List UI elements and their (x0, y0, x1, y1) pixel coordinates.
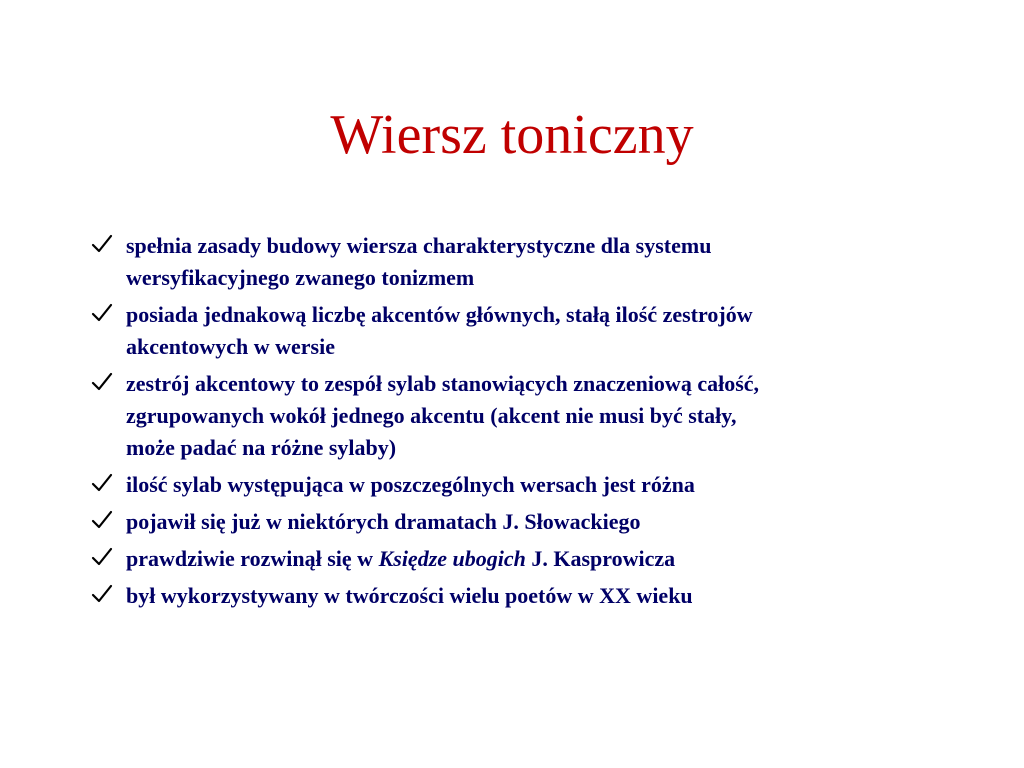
check-icon (90, 471, 114, 495)
bullet-text-part: prawdziwie rozwinął się w (126, 546, 379, 571)
check-icon (90, 508, 114, 532)
check-icon (90, 582, 114, 606)
check-icon (90, 370, 114, 394)
bullet-line: zgrupowanych wokół jednego akcentu (akcent nie musi być stały, (126, 403, 737, 428)
bullet-item (90, 506, 970, 538)
bullet-text: był wykorzystywany w twórczości wielu poetów w XX wieku (126, 583, 693, 608)
bullet-line: akcentowych w wersie (126, 334, 335, 359)
bullet-text (126, 371, 759, 460)
check-icon (90, 232, 114, 256)
book-title: Księdze ubogich (378, 546, 526, 571)
bullet-item (90, 368, 970, 464)
bullet-item (90, 299, 970, 363)
bullet-text-part: J. Kasprowicza (525, 546, 676, 571)
bullet-list (90, 230, 970, 617)
bullet-item (90, 543, 970, 575)
bullet-line: może padać na różne sylaby) (126, 435, 397, 460)
bullet-text (126, 233, 711, 290)
bullet-text (126, 546, 675, 571)
bullet-item (90, 580, 970, 612)
bullet-text: ilość sylab występująca w poszczególnych wersach jest różna (126, 472, 695, 497)
bullet-text (126, 302, 753, 359)
bullet-text: pojawił się już w niektórych dramatach J. Słowackiego (126, 509, 641, 534)
check-icon (90, 545, 114, 569)
bullet-item (90, 230, 970, 294)
bullet-line: spełnia zasady budowy wiersza charakterystyczne dla systemu (126, 233, 712, 258)
slide-title: Wiersz toniczny (330, 104, 694, 166)
bullet-line: zestrój akcentowy to zespół sylab stanowiących znaczeniową całość, (126, 371, 760, 396)
check-icon (90, 301, 114, 325)
bullet-line: posiada jednakową liczbę akcentów głównych, stałą ilość zestrojów (126, 302, 753, 327)
bullet-line: wersyfikacyjnego zwanego tonizmem (126, 265, 475, 290)
bullet-item (90, 469, 970, 501)
